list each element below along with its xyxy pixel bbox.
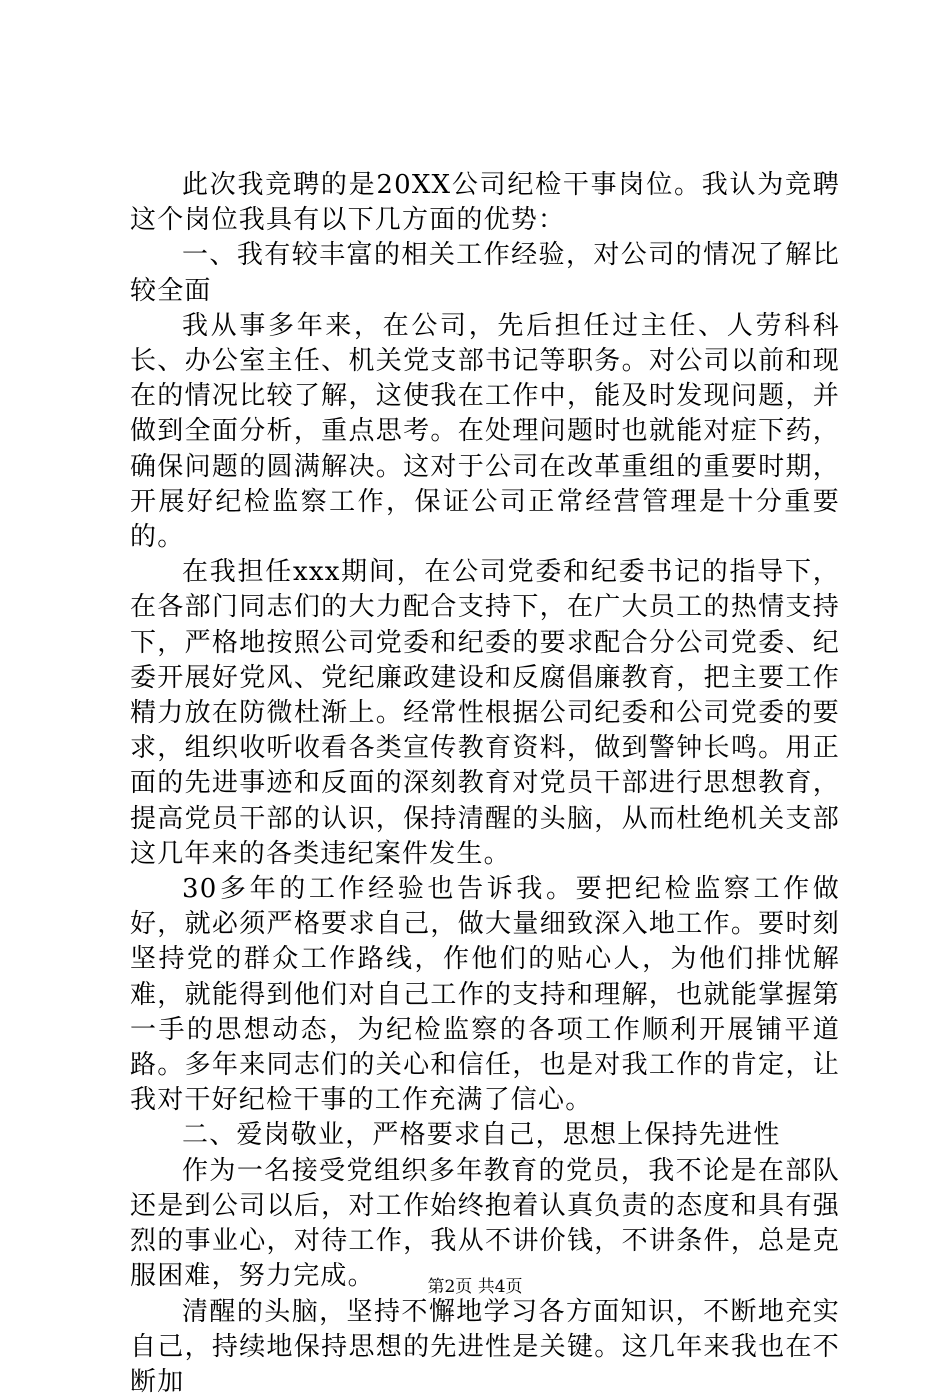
paragraph-learning: 清醒的头脑，坚持不懈地学习各方面知识，不断地充实自己，持续地保持思想的先进性是关键。这几年来我也在不断加 (130, 1295, 840, 1400)
heading-section-one: 一、我有较丰富的相关工作经验，对公司的情况了解比较全面 (130, 238, 840, 308)
paragraph-work-lessons: 30多年的工作经验也告诉我。要把纪检监察工作做好，就必须严格要求自己，做大量细致深入地工作。要时刻坚持党的群众工作路线，作他们的贴心人，为他们排忧解难，就能得到他们对自己工作的支持和理解，也就能掌握第一手的思想动态，为纪检监察的各项工作顺利开展铺平道路。多年来同志们的关心和信任，也是对我工作的肯定，让我对干好纪检干事的工作充满了信心。 (130, 872, 840, 1118)
paragraph-intro: 此次我竞聘的是20XX公司纪检干事岗位。我认为竞聘这个岗位我具有以下几方面的优势： (130, 168, 840, 238)
paragraph-experience: 我从事多年来，在公司，先后担任过主任、人劳科科长、办公室主任、机关党支部书记等职务。对公司以前和现在的情况比较了解，这使我在工作中，能及时发现问题，并做到全面分析，重点思考。在处理问题时也就能对症下药，确保问题的圆满解决。这对于公司在改革重组的重要时期，开展好纪检监察工作，保证公司正常经营管理是十分重要的。 (130, 309, 840, 555)
paragraph-tenure: 在我担任xxx期间，在公司党委和纪委书记的指导下，在各部门同志们的大力配合支持下，在广大员工的热情支持下，严格地按照公司党委和纪委的要求配合分公司党委、纪委开展好党风、党纪廉政建设和反腐倡廉教育，把主要工作精力放在防微杜渐上。经常性根据公司纪委和公司党委的要求，组织收听收看各类宣传教育资料，做到警钟长鸣。用正面的先进事迹和反面的深刻教育对党员干部进行思想教育，提高党员干部的认识，保持清醒的头脑，从而杜绝机关支部这几年来的各类违纪案件发生。 (130, 555, 840, 872)
heading-section-two: 二、爱岗敬业，严格要求自己，思想上保持先进性 (130, 1118, 840, 1153)
paragraph-dedication: 作为一名接受党组织多年教育的党员，我不论是在部队还是到公司以后，对工作始终抱着认真负责的态度和具有强烈的事业心，对待工作，我从不讲价钱，不讲条件，总是克服困难，努力完成。 (130, 1154, 840, 1295)
document-body (130, 168, 840, 1400)
page-number: 第2页 共4页 (0, 1276, 950, 1298)
